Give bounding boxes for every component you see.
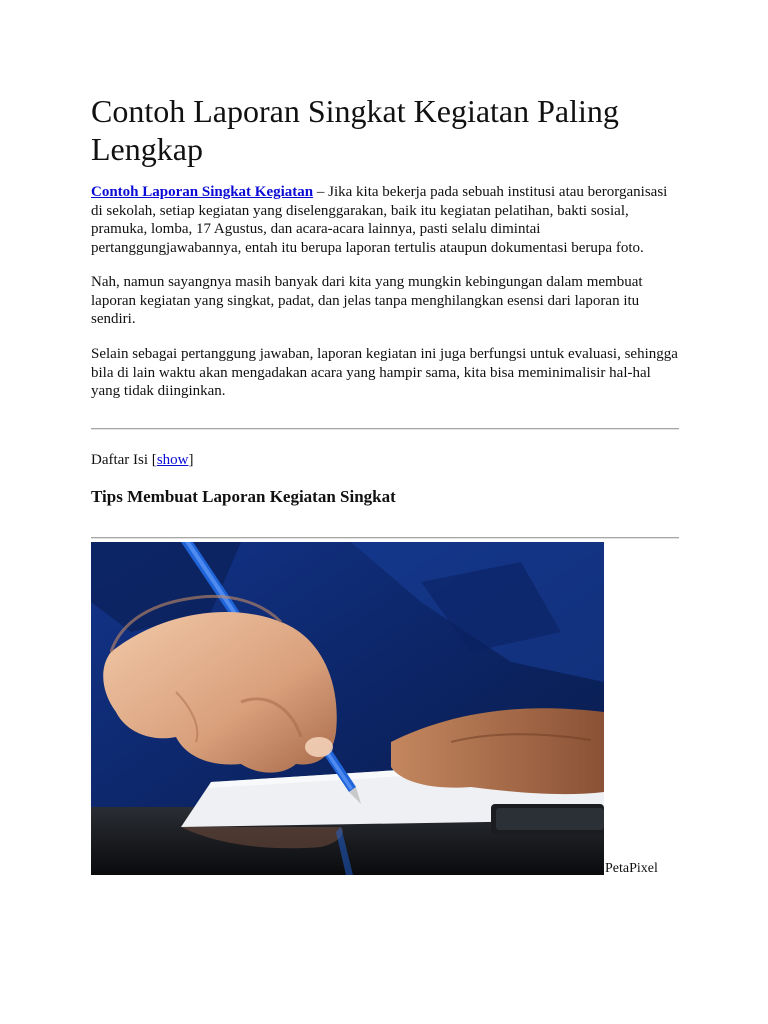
intro-text: – Jika kita bekerja pada sebuah institusi atau berorganisasi di sekolah, setiap kegiatan yang diselenggarakan, baik itu kegiatan pelatihan, bakti sosial, pramuka, lomba, 17 Agustus, dan acara-acara lainnya, pasti selalu dimintai pertanggungjawabannya, entah itu berupa laporan tertulis ataupun dokumentasi berupa foto. xyxy=(91,184,668,256)
intro-paragraph xyxy=(91,183,679,257)
table-of-contents xyxy=(91,451,193,469)
paragraph-2: Nah, namun sayangnya masih banyak dari kita yang mungkin kebingungan dalam membuat laporan kegiatan yang singkat, padat, dan jelas tanpa menghilangkan esensi dari laporan itu sendiri. xyxy=(91,274,643,327)
divider-bottom xyxy=(91,537,679,539)
toc-label: Daftar Isi [ xyxy=(91,452,157,468)
section-heading: Tips Membuat Laporan Kegiatan Singkat xyxy=(91,487,396,506)
intro-link[interactable]: Contoh Laporan Singkat Kegiatan xyxy=(91,184,314,200)
article-title: Contoh Laporan Singkat Kegiatan Paling Lengkap xyxy=(91,93,619,167)
writing-hand-photo xyxy=(91,542,604,875)
image-credit: PetaPixel xyxy=(605,861,658,876)
paragraph-3: Selain sebagai pertanggung jawaban, laporan kegiatan ini juga berfungsi untuk evaluasi, sehingga bila di lain waktu akan mengadakan acara yang hampir sama, kita bisa meminimalisir hal-hal yang tidak diinginkan. xyxy=(91,346,678,399)
divider-top xyxy=(91,428,679,430)
toc-close-bracket: ] xyxy=(188,452,194,468)
toc-show-link[interactable]: show xyxy=(156,452,189,468)
photo-illustration xyxy=(91,542,604,875)
